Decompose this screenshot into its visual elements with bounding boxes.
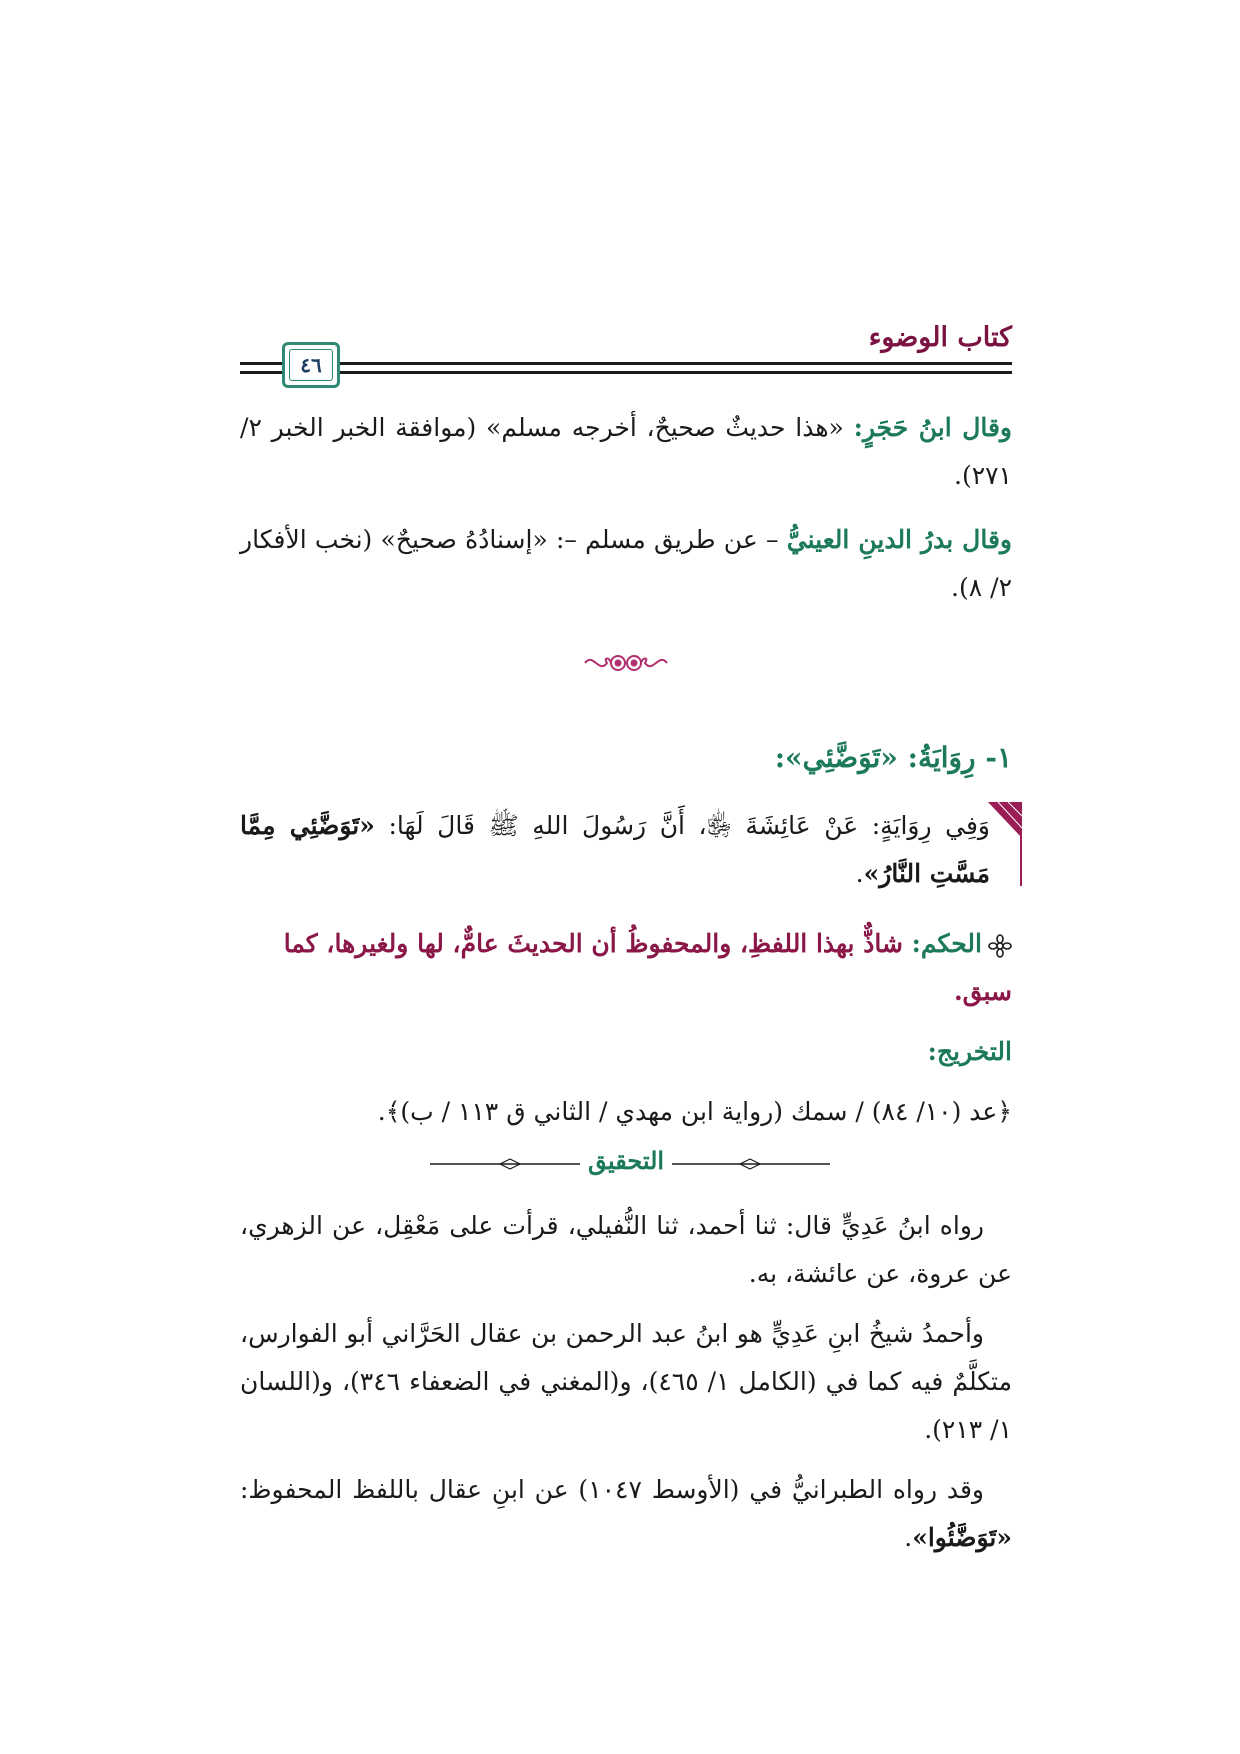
- header-rule-bottom: [240, 371, 1012, 374]
- ruling-text: شاذٌّ بهذا اللفظِ، والمحفوظُ أن الحديثَ عامٌّ، لها ولغيرها، كما سبق.: [283, 929, 1012, 1006]
- running-title: كتاب الوضوء: [868, 322, 1012, 353]
- book-page: [240, 300, 1012, 1562]
- page-number: ٤٦: [300, 353, 322, 377]
- ibn-hajar-paragraph: [240, 404, 1012, 500]
- tabarani-end: .: [904, 1523, 913, 1552]
- hadith-narration: وَفِي رِوَايَةٍ: عَنْ عَائِشَةَ ﵂، أَنَّ رَسُولَ اللهِ ﷺ قَالَ لَهَا:: [374, 811, 990, 840]
- flower-icon: [988, 934, 1012, 958]
- al-ayni-text: – عن طريق مسلم –: «إسنادُهُ صحيحٌ» (نخب الأفكار ٢/ ٨).: [240, 525, 1012, 602]
- tahqiq-label: التحقيق: [580, 1146, 672, 1175]
- ruling-label: الحكم:: [911, 929, 982, 958]
- takhrij-symbols: ﴿عد (١٠/ ٨٤) / سمك (رواية ابن مهدي / الثاني ق ١١٣ / ب)﴾.: [377, 1097, 1012, 1126]
- ahmad-paragraph: وأحمدُ شيخُ ابنِ عَدِيٍّ هو ابنُ عبد الرحمن بن عقال الحَرَّاني أبو الفوارس، متكلَّمٌ فيه كما في (الكامل ١/ ٤٦٥)، و(المغني في الضعفاء ٣٤٦)، و(اللسان ١/ ٢١٣).: [240, 1319, 1012, 1444]
- separator-ornament: [240, 646, 1012, 686]
- takhrij-label: التخريج:: [927, 1037, 1012, 1066]
- hadith-box: [240, 802, 1012, 898]
- speaker-ibn-hajar: وقال ابنُ حَجَرٍ:: [853, 413, 1012, 442]
- hadith-quote: «تَوَضَّئِي مِمَّا مَسَّتِ النَّارُ»: [240, 811, 990, 888]
- page-number-badge: [282, 342, 340, 388]
- al-ayni-paragraph: [240, 516, 1012, 612]
- ornament-icon: [581, 646, 671, 680]
- tabarani-text: وقد رواه الطبرانيُّ في (الأوسط ١٠٤٧) عن ابنِ عقال باللفظ المحفوظ:: [240, 1475, 984, 1504]
- speaker-al-ayni: وقال بدرُ الدينِ العينيُّ: [786, 525, 1012, 554]
- page-header: [240, 300, 1012, 390]
- narration-paragraph: رواه ابنُ عَدِيٍّ قال: ثنا أحمد، ثنا النُّفيلي، قرأت على مَعْقِل، عن الزهري، عن عروة، عن عائشة، به.: [240, 1211, 1012, 1288]
- header-rule-top: [240, 362, 1012, 365]
- tahqiq-divider: [240, 1142, 1012, 1182]
- tabarani-paragraph: [240, 1466, 1012, 1562]
- ruling-line: [240, 920, 1012, 1016]
- ibn-hajar-text: «هذا حديثٌ صحيحٌ، أخرجه مسلم» (موافقة الخبر الخبر ٢/ ٢٧١).: [240, 413, 1012, 490]
- corner-frame-icon: [984, 798, 1024, 888]
- tabarani-quote: «تَوَضَّئُوا»: [912, 1523, 1012, 1552]
- hadith-end: .: [855, 859, 864, 888]
- section-heading: ١- رِوَايَةُ: «تَوَضَّئِي»:: [774, 741, 1012, 774]
- hadith-text: [240, 802, 990, 898]
